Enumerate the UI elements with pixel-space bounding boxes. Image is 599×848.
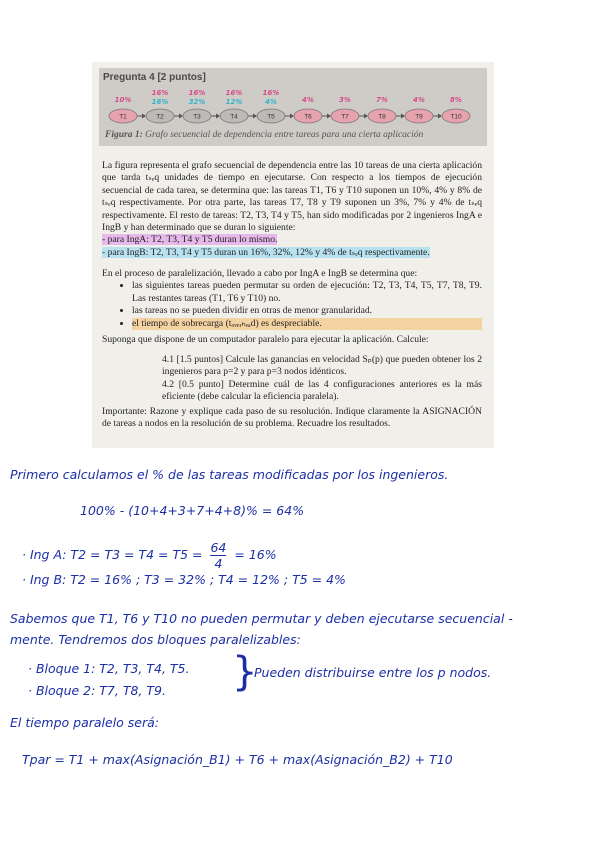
hw-line-6: mente. Tendremos dos bloques paralelizables: [10,632,301,647]
graph-arrowhead [438,114,442,119]
graph-annotation-top: 16% [225,89,243,97]
graph-annotation-bottom: 32% [188,98,206,106]
graph-arrowhead [401,114,405,119]
problem-paragraph-3: Suponga que dispone de un computador paralelo para ejecutar la aplicación. Calcule: [102,334,429,345]
fraction-denominator: 4 [214,556,223,571]
bullet-item: • las siguientes tareas pueden permutar su orden de ejecución: T2, T3, T4, T5, T7, T8, T9. Las restantes tareas (T1, T6 y T10) no. [132,280,482,305]
graph-arrowhead [179,114,183,119]
hw-formula: Tpar = T1 + max(Asignación_B1) + T6 + max(Asignación_B2) + T10 [22,752,453,767]
graph-node-label: T8 [378,113,386,121]
questions [102,354,482,404]
graph-node-label: T2 [156,113,164,121]
exam-photo [92,62,494,448]
graph-node-label: T9 [415,113,423,121]
figure-caption: Figura 1: Grafo secuencial de dependencia entre tareas para una cierta aplicación [105,130,424,140]
hw-block-note: Pueden distribuirse entre los p nodos. [254,665,492,680]
problem-paragraph-1: La figura representa el grafo secuencial de dependencia entre las 10 tareas de una cierta aplicación que tarda tₛₑq unidades de tiempo en ejecutarse. Con respecto a los tiempos de ejecución secuencial de cada tarea, se determina que: las tareas T1, T6 y T10 suponen un 10%, 4% y 8% de tₛₑq respectivamente. Por otra parte, las tareas T7, T8 y T9 suponen un 3%, 7% y 4% de tₛₑq respectivamente. El resto de tareas: T2, T3, T4 y T5, han sido modificadas por 2 ingenieros IngA e IngB y han determinado que se duran lo siguiente: - para IngA: T2, T3, T4 y T5 duran lo mismo. - para IngB: T2, T3, T4 y T5 duran un 16%, 32%, 12% y 4% de tₛₑq respectivamente. [102,160,482,258]
graph-arrowhead [364,114,368,119]
graph-node-label: T7 [341,113,349,121]
graph-arrowhead [216,114,220,119]
hw-line-4: · Ing B: T2 = 16% ; T3 = 32% ; T4 = 12% ; T5 = 4% [22,572,346,587]
graph-annotation-top: 16% [151,89,169,97]
graph-annotation-bottom: 16% [151,98,169,106]
graph-annotation-top: 4% [302,96,314,104]
bullet-item: • las tareas no se pueden dividir en otras de menor granularidad. [132,305,482,317]
hw-line-3: · Ing A: T2 = T3 = T4 = T5 = $\frac{64}{4}$ = 16% [22,540,277,571]
graph-arrowhead [253,114,257,119]
graph-node-label: T5 [267,113,275,121]
hw-line-5: Sabemos que T1, T6 y T10 no pueden permutar y deben ejecutarse secuencial - [10,611,513,626]
question-4-1: 4.1 [1.5 puntos] Calcule las ganancias en velocidad Sₚ(p) que pueden obtener los 2 ingenieros para p=2 y para p=3 nodos idénticos. [162,354,482,378]
figure-box [99,68,487,146]
ingb-line: - para IngB: T2, T3, T4 y T5 duran un 16%, 32%, 12% y 4% de tₛₑq respectivamente. [102,246,430,258]
problem-paragraph-2: En el proceso de paralelización, llevado a cabo por IngA e IngB se determina que: • las siguientes tareas pueden permutar su orden de ejecución: T2, T3, T4, T5, T7, T8, T9. Las restantes tareas (T1, T6 y T10) no. • las tareas no se pueden dividir en otras de menor granularidad. • el tiempo de sobrecarga (tₒᵥₑᵣₕₑₐd) es despreciable. [102,268,482,330]
graph-arrowhead [290,114,294,119]
hw-block-1: · Bloque 1: T2, T3, T4, T5. [28,661,190,676]
graph-annotation-top: 3% [339,96,351,104]
graph-annotation-top: 16% [262,89,280,97]
inga-line: - para IngA: T2, T3, T4 y T5 duran lo mismo. [102,234,278,246]
task-graph [99,68,487,130]
graph-node-label: T4 [230,113,238,121]
hw-line-2: 100% - (10+4+3+7+4+8)% = 64% [80,503,305,518]
graph-node-label: T3 [193,113,201,121]
graph-node-label: T6 [304,113,312,121]
graph-annotation-top: 16% [188,89,206,97]
hw-block-2: · Bloque 2: T7, T8, T9. [28,683,166,698]
important-note: Importante: Razone y explique cada paso de su resolución. Indique claramente la ASIGNACIÓN de tareas a nodos en la resolución de su problema. Recuadre los resultados. [102,406,482,430]
hw-line-7: El tiempo paralelo será: [10,715,160,730]
question-header: Pregunta 4 [2 puntos] [103,72,206,83]
graph-annotation-bottom: 12% [225,98,243,106]
question-4-2: 4.2 [0.5 punto] Determine cuál de las 4 configuraciones anteriores es la más eficiente (debe calcular la eficiencia paralela). [162,378,482,403]
graph-arrowhead [142,114,146,119]
fraction-numerator: 64 [210,540,227,555]
graph-annotation-top: 7% [376,96,388,104]
hw-line-1: Primero calculamos el % de las tareas modificadas por los ingenieros. [10,467,449,482]
graph-annotation-bottom: 4% [265,98,277,106]
bullet-item: • el tiempo de sobrecarga (tₒᵥₑᵣₕₑₐd) es despreciable. [132,318,482,330]
graph-node-label: T10 [450,113,462,121]
brace-symbol: } [232,649,258,695]
graph-annotation-top: 10% [114,96,132,104]
graph-arrowhead [327,114,331,119]
graph-annotation-top: 8% [450,96,462,104]
graph-node-label: T1 [119,113,127,121]
graph-annotation-top: 4% [413,96,425,104]
